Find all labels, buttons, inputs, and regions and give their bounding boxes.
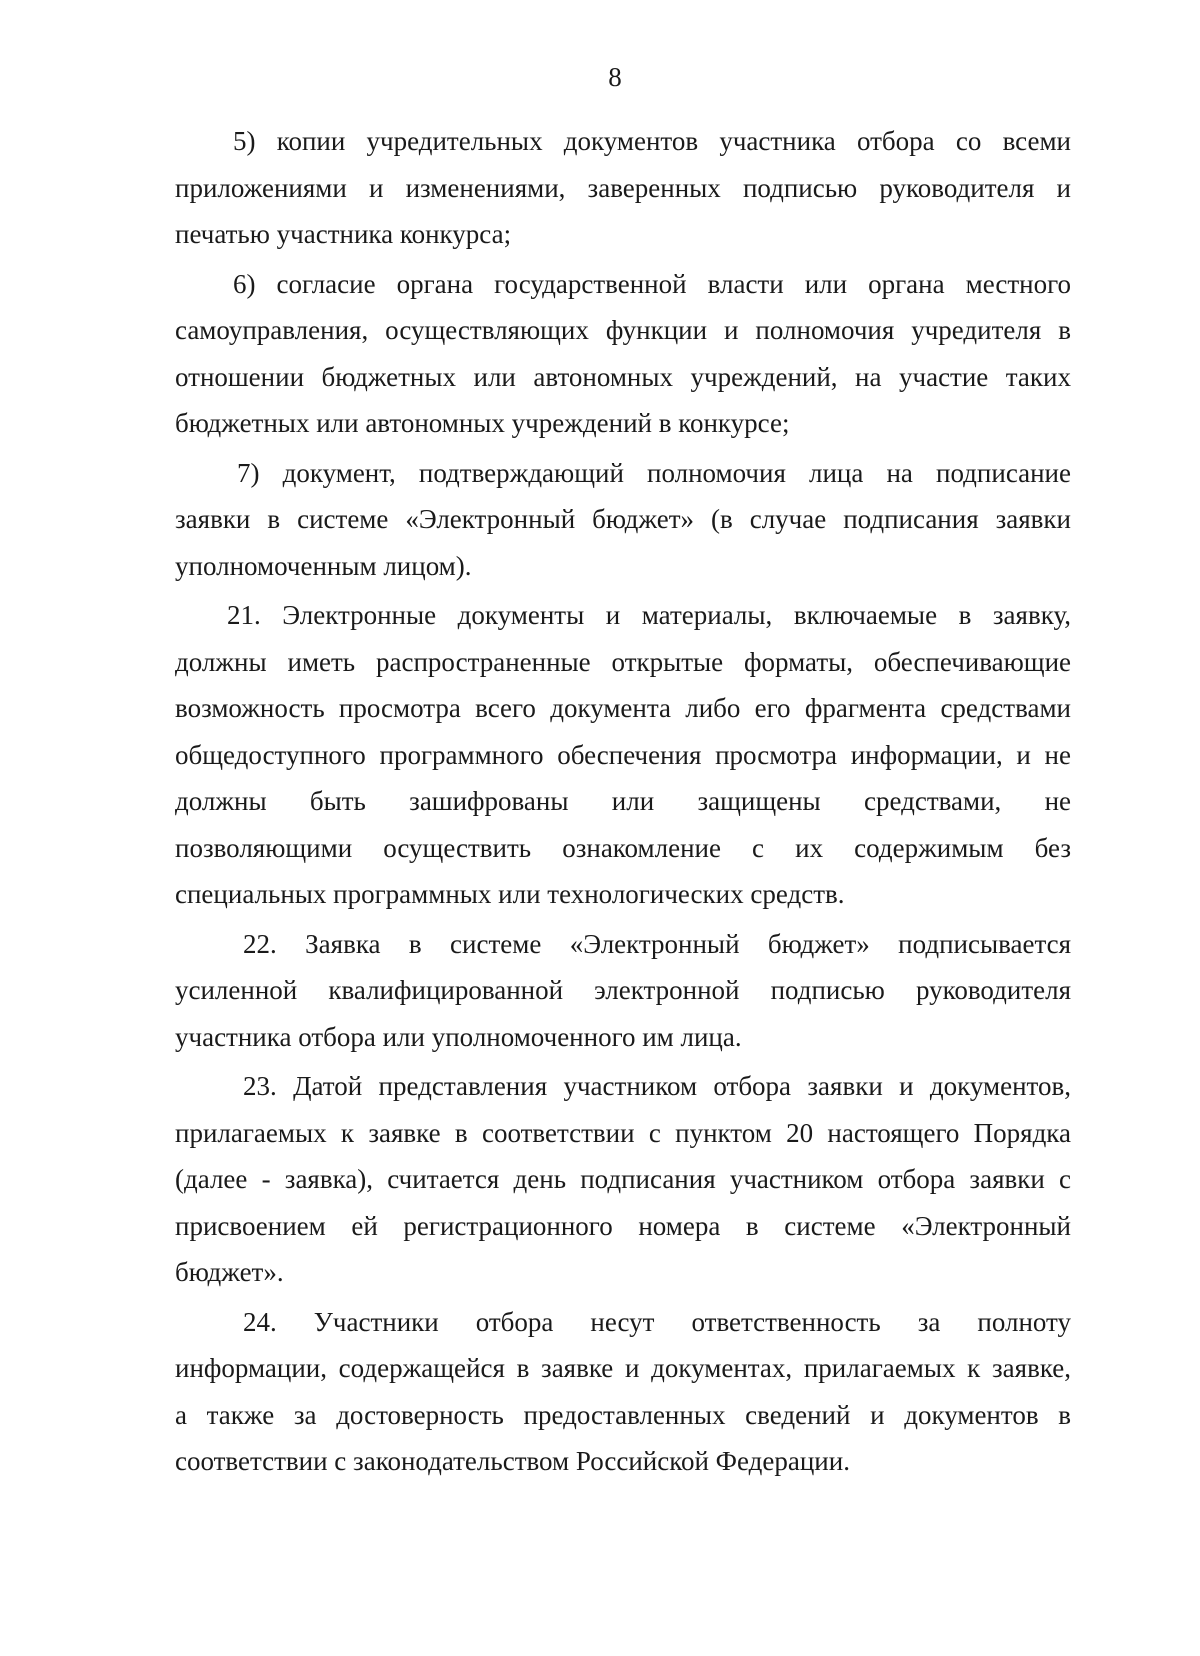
text-line: бюджетных или автономных учреждений в конкурсе;	[175, 408, 790, 438]
text-line: общедоступного программного обеспечения просмотра информации, и не	[175, 739, 1071, 770]
paragraph-item-7	[175, 450, 1071, 590]
text-line: возможность просмотра всего документа либо его фрагмента средствами	[175, 693, 1071, 723]
text-line: 6) согласие органа государственной власти или органа местного	[233, 268, 1071, 299]
text-line: печатью участника конкурса;	[175, 219, 512, 249]
text-line: бюджет».	[175, 1257, 284, 1287]
paragraph-item-6	[175, 261, 1071, 447]
text-line: 7) документ, подтверждающий полномочия лица на подписание	[237, 457, 1071, 488]
text-line: 21. Электронные документы и материалы, включаемые в заявку,	[227, 600, 1071, 630]
text-line: информации, содержащейся в заявке и документах, прилагаемых к заявке,	[175, 1353, 1071, 1383]
text-line: соответствии с законодательством Российской Федерации.	[175, 1446, 850, 1476]
text-line: самоуправления, осуществляющих функции и полномочия учредителя в	[175, 315, 1071, 345]
text-line: должны быть зашифрованы или защищены средствами, не	[175, 786, 1071, 816]
paragraph-clause-21	[175, 592, 1071, 918]
text-line: 5) копии учредительных документов участника отбора со всеми	[233, 126, 1071, 156]
paragraph-clause-23	[175, 1063, 1071, 1296]
text-line: прилагаемых к заявке в соответствии с пунктом 20 настоящего Порядка	[175, 1117, 1071, 1148]
paragraph-item-5	[175, 118, 1071, 258]
page-number: 8	[608, 62, 622, 92]
text-line: 23. Датой представления участником отбора заявки и документов,	[243, 1071, 1071, 1101]
text-line: усиленной квалифицированной электронной подписью руководителя	[175, 975, 1071, 1005]
text-line: отношении бюджетных или автономных учреждений, на участие таких	[175, 361, 1071, 392]
text-line: приложениями и изменениями, заверенных подписью руководителя и	[175, 172, 1071, 203]
text-line: уполномоченным лицом).	[175, 550, 472, 581]
text-line: должны иметь распространенные открытые форматы, обеспечивающие	[175, 646, 1071, 677]
text-line: (далее - заявка), считается день подписания участником отбора заявки с	[175, 1164, 1071, 1194]
text-line: присвоением ей регистрационного номера в системе «Электронный	[175, 1210, 1071, 1241]
text-line: специальных программных или технологических средств.	[175, 879, 845, 909]
document-body	[175, 118, 1071, 1488]
paragraph-clause-24	[175, 1299, 1071, 1485]
paragraph-clause-22	[175, 921, 1071, 1061]
text-line: заявки в системе «Электронный бюджет» (в случае подписания заявки	[175, 504, 1071, 534]
text-line: участника отбора или уполномоченного им лица.	[175, 1021, 742, 1052]
text-line: а также за достоверность предоставленных сведений и документов в	[175, 1399, 1071, 1430]
text-line: 24. Участники отбора несут ответственность за полноту	[243, 1306, 1071, 1337]
text-line: позволяющими осуществить ознакомление с их содержимым без	[175, 832, 1071, 863]
text-line: 22. Заявка в системе «Электронный бюджет» подписывается	[243, 928, 1071, 959]
